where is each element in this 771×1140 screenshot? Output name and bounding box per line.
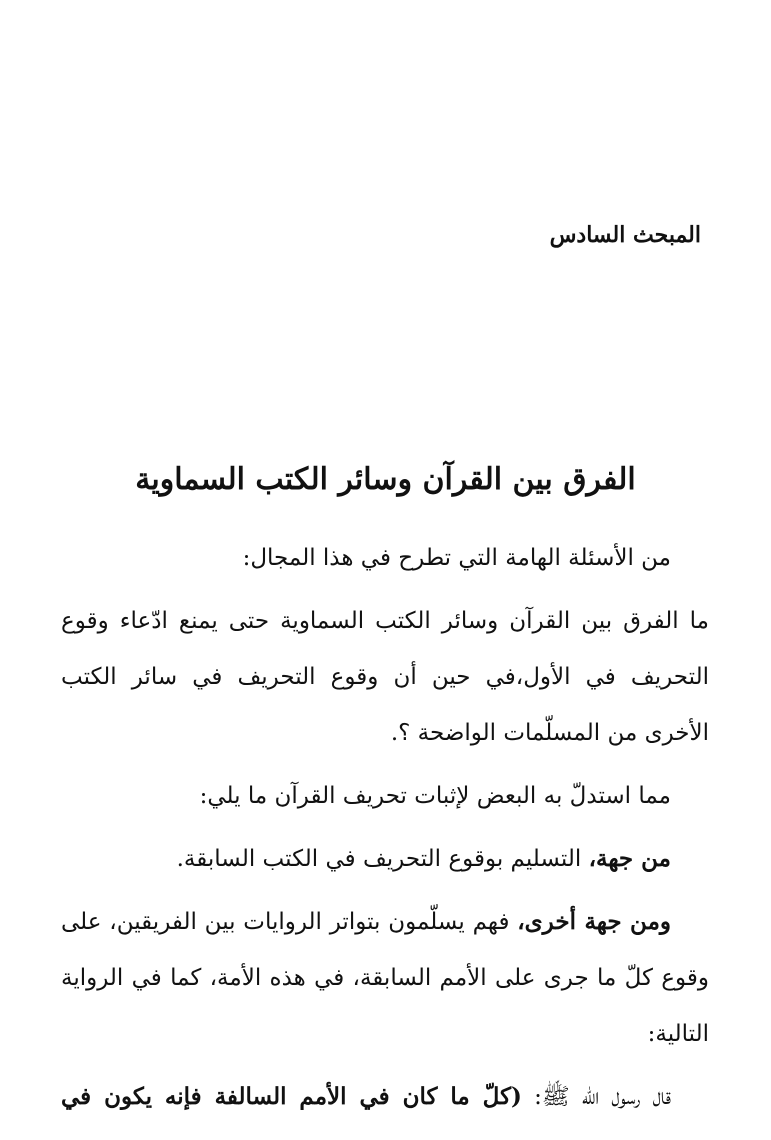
point-1-lead: من جهة، — [588, 845, 671, 872]
section-label: المبحث السادس — [549, 222, 701, 248]
hadith-lead: قال رسول الله ﷺ: — [521, 1084, 671, 1110]
argument-intro-paragraph: مما استدلّ به البعض لإثبات تحريف القرآن ما يلي: — [199, 783, 671, 809]
page-title: الفرق بين القرآن وسائر الكتب السماوية — [135, 462, 636, 497]
point-2-paragraph — [61, 894, 709, 1062]
point-2-lead: ومن جهة أخرى، — [517, 908, 671, 935]
point-1-paragraph — [61, 831, 709, 887]
body-text — [61, 530, 709, 1132]
hadith-paragraph — [61, 1069, 709, 1125]
point-2-text: فهم يسلّمون بتواتر الروايات بين الفريقين، على وقوع كلّ ما جرى على الأمم السابقة، في هذه الأمة، كما في الرواية التالية: — [61, 909, 709, 1047]
hadith-text: (كلّ ما كان في الأمم السالفة فإنه يكون في — [61, 1083, 522, 1110]
intro-paragraph: من الأسئلة الهامة التي تطرح في هذا المجال: — [242, 545, 671, 571]
question-paragraph: ما الفرق بين القرآن وسائر الكتب السماوية حتى يمنع ادّعاء وقوع التحريف في الأول،في حين أن وقوع التحريف في سائر الكتب الأخرى من المسلّمات الواضحة ؟. — [61, 608, 709, 746]
point-1-text: التسليم بوقوع التحريف في الكتب السابقة. — [176, 846, 589, 872]
